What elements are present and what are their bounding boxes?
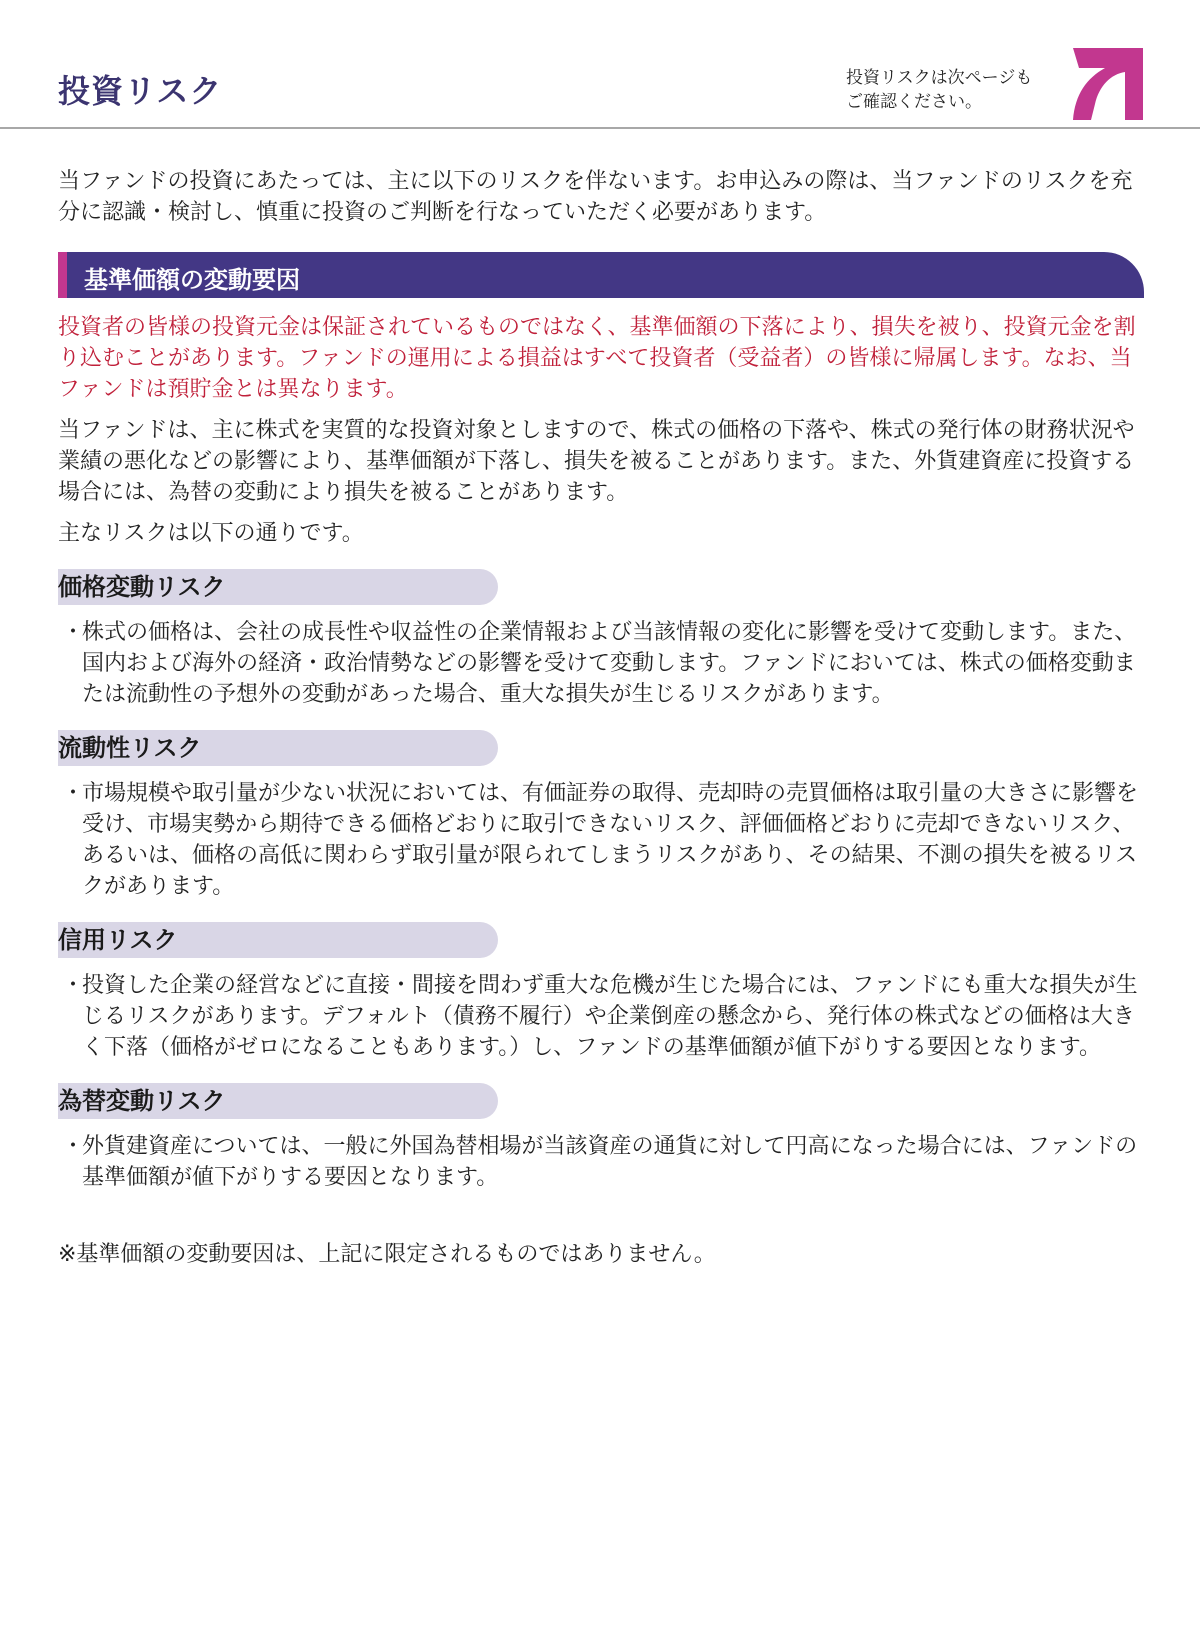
- risk-title: 為替変動リスク: [58, 1083, 498, 1119]
- page-title: 投資リスク: [58, 72, 223, 110]
- risk-currency: [58, 1083, 1144, 1193]
- risk-title: 流動性リスク: [58, 730, 498, 766]
- fund-risk-paragraph: 当ファンドは、主に株式を実質的な投資対象としますので、株式の価格の下落や、株式の発行体の財務状況や業績の悪化などの影響により、基準価額が下落し、損失を被ることがあります。また、外貨建資産に投資する場合には、為替の変動により損失を被ることがあります。: [58, 418, 1135, 505]
- principal-warning: 投資者の皆様の投資元金は保証されているものではなく、基準価額の下落により、損失を被り、投資元金を割り込むことがあります。ファンドの運用による損益はすべて投資者（受益者）の皆様に帰属します。なお、当ファンドは預貯金とは異なります。: [58, 315, 1136, 402]
- risk-title: 価格変動リスク: [58, 569, 498, 605]
- next-page-note-line2: ご確認ください。: [846, 92, 982, 112]
- risk-text: 投資した企業の経営などに直接・間接を問わず重大な危機が生じた場合には、ファンドにも重大な損失が生じるリスクがあります。デフォルト（債務不履行）や企業倒産の懸念から、発行体の株式などの価格は大きく下落（価格がゼロになることもあります。）し、ファンドの基準価額が値下がりする要因となります。: [82, 973, 1138, 1060]
- main-risks-lead: 主なリスクは以下の通りです。: [58, 521, 364, 546]
- bullet-icon: ・: [62, 1134, 85, 1159]
- risk-price-fluctuation: [58, 569, 1144, 710]
- risk-text: 株式の価格は、会社の成長性や収益性の企業情報および当該情報の変化に影響を受けて変動します。また、国内および海外の経済・政治情勢などの影響を受けて変動します。ファンドにおいては、株式の価格変動または流動性の予想外の変動があった場合、重大な損失が生じるリスクがあります。: [82, 620, 1137, 707]
- next-page-note-line1: 投資リスクは次ページも: [846, 68, 1033, 88]
- risk-text: 市場規模や取引量が少ない状況においては、有価証券の取得、売却時の売買価格は取引量の大きさに影響を受け、市場実勢から期待できる価格どおりに取引できないリスク、評価価格どおりに売却できないリスク、あるいは、価格の高低に関わらず取引量が限られてしまうリスクがあり、その結果、不測の損失を被るリスクがあります。: [82, 781, 1139, 899]
- section-title: 基準価額の変動要因: [84, 266, 300, 294]
- risk-title: 信用リスク: [58, 922, 498, 958]
- risk-text: 外貨建資産については、一般に外国為替相場が当該資産の通貨に対して円高になった場合には、ファンドの基準価額が値下がりする要因となります。: [82, 1134, 1138, 1190]
- arrow-up-right-logo-icon: [1073, 48, 1143, 120]
- page-header: [0, 0, 1200, 128]
- risk-body: [58, 778, 1144, 902]
- bullet-icon: ・: [62, 781, 85, 806]
- section-header-bar: [58, 252, 1144, 298]
- bullet-icon: ・: [62, 620, 85, 645]
- risk-body: [58, 1131, 1144, 1193]
- risk-liquidity: [58, 730, 1144, 902]
- risk-credit: [58, 922, 1144, 1063]
- header-divider: [0, 127, 1200, 129]
- page-content: [58, 166, 1144, 1270]
- next-page-note: [846, 66, 1032, 114]
- footnote: ※基準価額の変動要因は、上記に限定されるものではありません。: [58, 1242, 716, 1267]
- risk-body: [58, 617, 1144, 710]
- bullet-icon: ・: [62, 973, 85, 998]
- intro-paragraph: 当ファンドの投資にあたっては、主に以下のリスクを伴ないます。お申込みの際は、当ファンドのリスクを充分に認識・検討し、慎重に投資のご判断を行なっていただく必要があります。: [58, 169, 1133, 225]
- risk-body: [58, 970, 1144, 1063]
- section-accent-stripe: [58, 252, 67, 298]
